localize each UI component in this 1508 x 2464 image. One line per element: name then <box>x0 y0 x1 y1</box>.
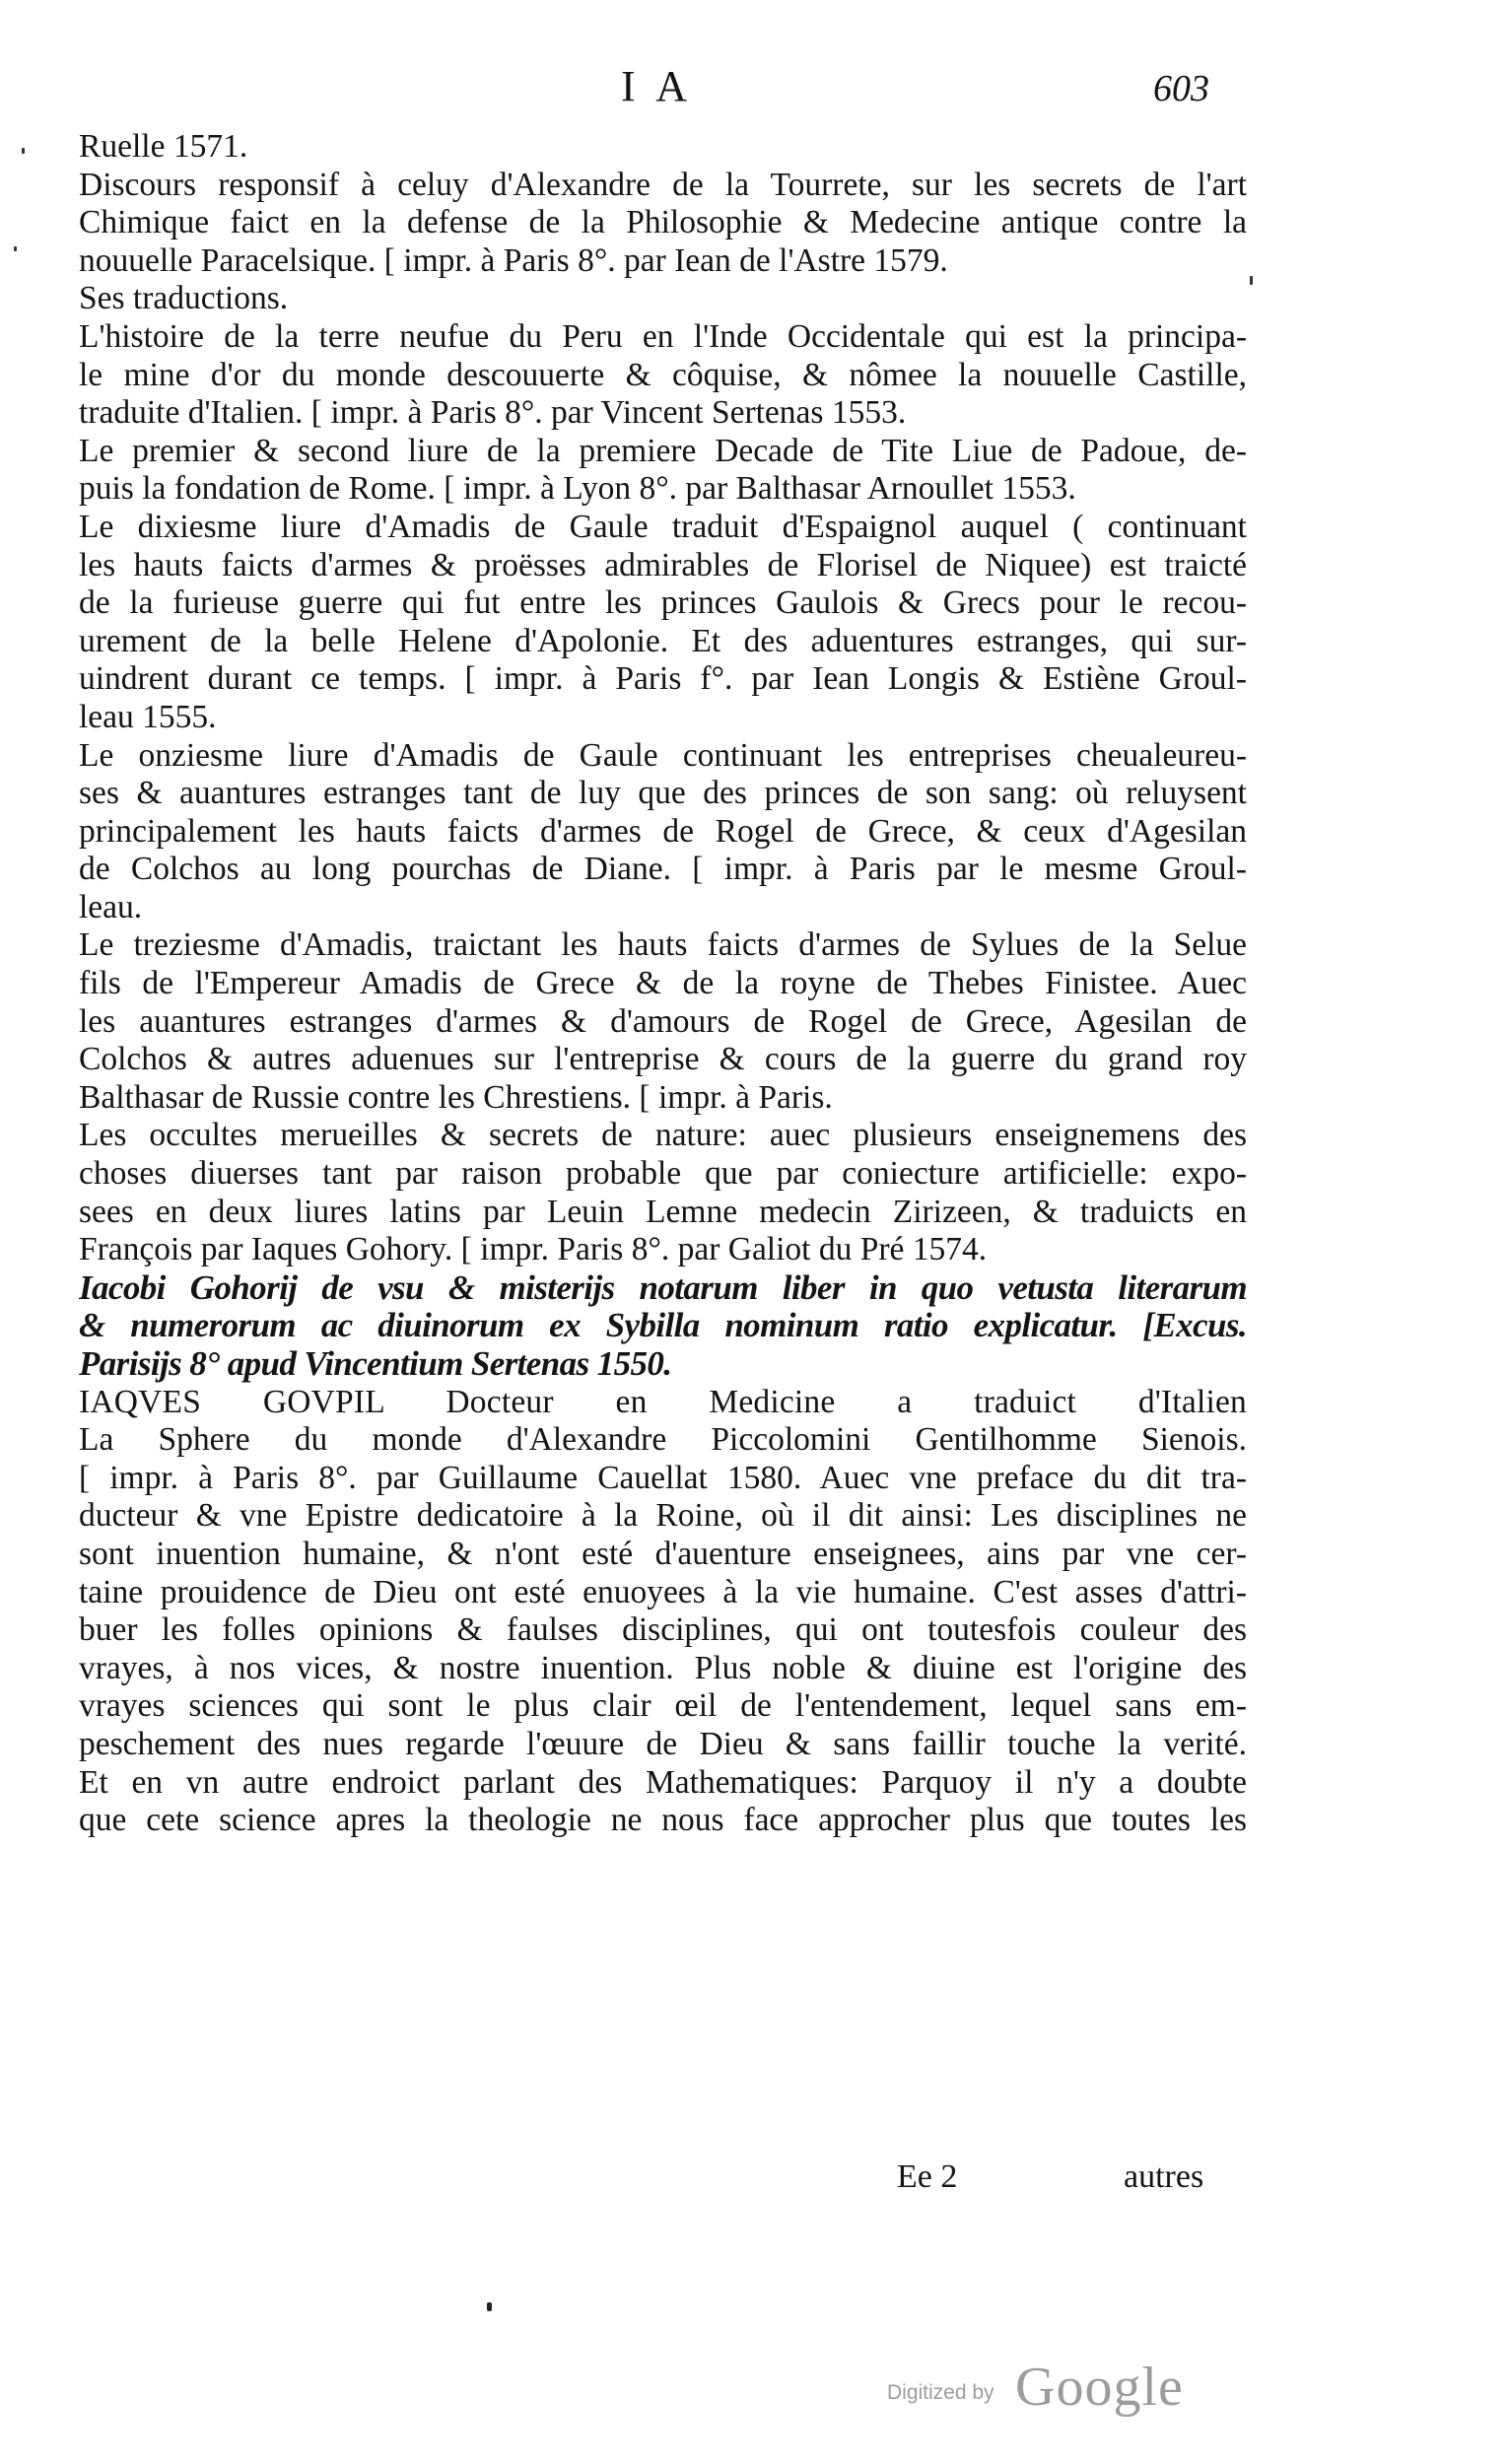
text-line: que cete science apres la theologie ne nous face approcher plus que toutes les <box>79 1802 1247 1839</box>
text-line: L'histoire de la terre neufue du Peru en l'Inde Occidentale qui est la principa- <box>79 317 1247 355</box>
text-line: La Sphere du monde d'Alexandre Piccolomini Gentilhomme Sienois. <box>79 1421 1247 1459</box>
text-line: uindrent durant ce temps. [ impr. à Paris f°. par Iean Longis & Estiène Groul- <box>79 660 1247 698</box>
text-line: sees en deux liures latins par Leuin Lemne medecin Zirizeen, & traduicts en <box>79 1193 1247 1230</box>
ink-speck <box>487 2302 492 2311</box>
text-line: puis la fondation de Rome. [ impr. à Lyon 8°. par Balthasar Arnoullet 1553. <box>79 470 1076 508</box>
text-line: vrayes sciences qui sont le plus clair œil de l'entendement, lequel sans em- <box>79 1687 1247 1725</box>
text-line: nouuelle Paracelsique. [ impr. à Paris 8°. par Iean de l'Astre 1579. <box>79 241 948 279</box>
body-text <box>79 128 1247 1840</box>
text-line: peschement des nues regarde l'œuure de Dieu & sans faillir touche la verité. <box>79 1725 1247 1762</box>
page-number: 603 <box>1153 68 1209 109</box>
text-line: leau 1555. <box>79 698 217 735</box>
ink-speck <box>22 148 25 154</box>
signature-mark: Ee 2 <box>897 2158 958 2195</box>
text-line: Le premier & second liure de la premiere Decade de Tite Liue de Padoue, de- <box>79 432 1247 469</box>
text-line: Balthasar de Russie contre les Chrestiens. [ impr. à Paris. <box>79 1078 833 1116</box>
running-title: I A <box>621 62 693 110</box>
text-line: ducteur & vne Epistre dedicatoire à la Roine, où il dit ainsi: Les disciplines ne <box>79 1497 1247 1535</box>
text-line: Chimique faict en la defense de la Philosophie & Medecine antique contre la <box>79 204 1247 241</box>
text-line: ses & auantures estranges tant de luy que des princes de son sang: où reluysent <box>79 775 1247 812</box>
text-line: Iacobi Gohorij de vsu & misterijs notarum liber in quo vetusta literarum <box>79 1268 1247 1307</box>
google-logo: Google <box>1015 2357 1184 2418</box>
text-line: leau. <box>79 888 143 925</box>
text-line: principalement les hauts faicts d'armes de Rogel de Grece, & ceux d'Agesilan <box>79 812 1247 850</box>
text-line: traduite d'Italien. [ impr. à Paris 8°. par Vincent Sertenas 1553. <box>79 394 907 432</box>
text-line: buer les folles opinions & faulses disciplines, qui ont toutesfois couleur des <box>79 1611 1247 1649</box>
text-line: Colchos & autres aduenues sur l'entreprise & cours de la guerre du grand roy <box>79 1041 1247 1078</box>
text-line: François par Iaques Gohory. [ impr. Paris 8°. par Galiot du Pré 1574. <box>79 1231 988 1268</box>
text-line: & numerorum ac diuinorum ex Sybilla nominum ratio explicatur. [Excus. <box>79 1307 1247 1345</box>
text-line: Ruelle 1571. <box>79 128 248 165</box>
text-line: IAQVES GOVPIL Docteur en Medicine a traduict d'Italien <box>79 1383 1247 1420</box>
text-line: de la furieuse guerre qui fut entre les princes Gaulois & Grecs pour le recou- <box>79 584 1247 622</box>
text-line: sont inuention humaine, & n'ont esté d'auenture enseignees, ains par vne cer- <box>79 1535 1247 1572</box>
ink-speck <box>1250 276 1253 285</box>
text-line: Le dixiesme liure d'Amadis de Gaule traduit d'Espaignol auquel ( continuant <box>79 508 1247 545</box>
text-line: vrayes, à nos vices, & nostre inuention. Plus noble & diuine est l'origine des <box>79 1649 1247 1686</box>
running-head <box>0 61 1508 120</box>
text-line: Les occultes merueilles & secrets de nature: auec plusieurs enseignemens des <box>79 1117 1247 1154</box>
text-line: [ impr. à Paris 8°. par Guillaume Cauellat 1580. Auec vne preface du dit tra- <box>79 1459 1247 1496</box>
text-line: les auantures estranges d'armes & d'amours de Rogel de Grece, Agesilan de <box>79 1002 1247 1040</box>
text-line: le mine d'or du monde descouuerte & côquise, & nômee la nouuelle Castille, <box>79 356 1247 393</box>
text-line: choses diuerses tant par raison probable que par coniecture artificielle: expo- <box>79 1155 1247 1193</box>
text-line: Et en vn autre endroict parlant des Mathematiques: Parquoy il n'y a doubte <box>79 1763 1247 1801</box>
text-line: Parisijs 8° apud Vincentium Sertenas 1550. <box>79 1345 672 1383</box>
catchword: autres <box>1124 2158 1204 2195</box>
text-line: Le onziesme liure d'Amadis de Gaule continuant les entreprises cheualeureu- <box>79 736 1247 774</box>
text-line: urement de la belle Helene d'Apolonie. Et des aduentures estranges, qui sur- <box>79 622 1247 659</box>
digitization-watermark <box>887 2356 1212 2418</box>
text-line: Ses traductions. <box>79 280 289 317</box>
text-line: fils de l'Empereur Amadis de Grece & de la royne de Thebes Finistee. Auec <box>79 965 1247 1002</box>
text-line: Discours responsif à celuy d'Alexandre de la Tourrete, sur les secrets de l'art <box>79 166 1247 203</box>
text-line: de Colchos au long pourchas de Diane. [ impr. à Paris par le mesme Groul- <box>79 851 1247 888</box>
text-line: taine prouidence de Dieu ont esté enuoyees à la vie humaine. C'est asses d'attri- <box>79 1573 1247 1610</box>
ink-speck <box>14 246 17 251</box>
text-line: Le treziesme d'Amadis, traictant les hauts faicts d'armes de Sylues de la Selue <box>79 926 1247 964</box>
text-line: les hauts faicts d'armes & proësses admirables de Florisel de Niquee) est traicté <box>79 546 1247 583</box>
watermark-prefix: Digitized by <box>887 2381 994 2404</box>
page-footer <box>0 2158 1508 2202</box>
